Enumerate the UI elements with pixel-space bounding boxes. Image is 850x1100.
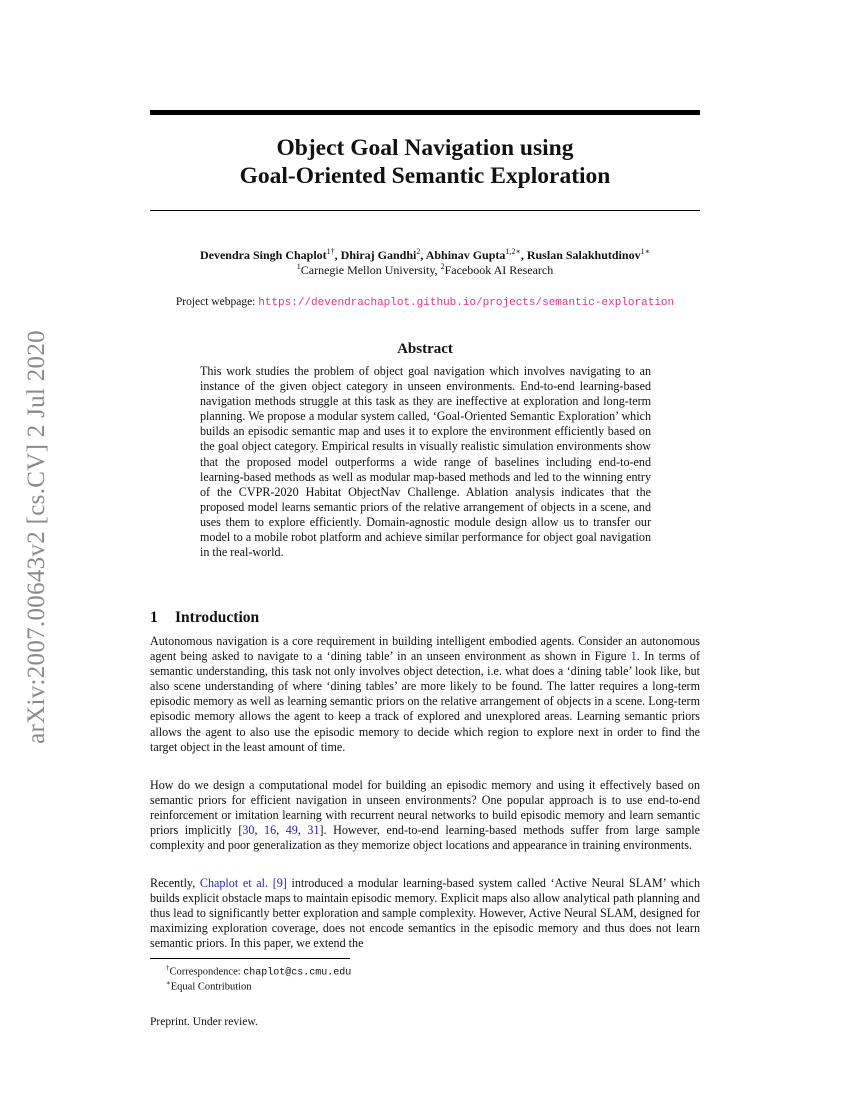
affiliation-name: Facebook AI Research xyxy=(444,263,554,277)
author-names: Devendra Singh Chaplot$^{1\dagger}$, Dhiraj Gandhi$^2$, Abhinav Gupta$^{1,2∗}$, Ruslan Salakhutdinov$^{1∗}$ xyxy=(199,247,651,262)
footnote-mark: ∗ xyxy=(166,979,171,987)
intro-paragraph-2: How do we design a computational model for building an episodic memory and using it effectively based on semantic priors for efficient navigation in unseen environments? One popular approach is to use end-to-end reinforcement or imitation learning with recurrent neural networks to build episodic memory and learn semantic priors implicitly [30, 16, 49, 31]. However, end-to-end learning-based methods suffer from large sample complexity and poor generalization as they memorize object locations and appearance in training environments. xyxy=(150,778,701,853)
author-affiliation-mark: 1,2∗ xyxy=(505,247,521,256)
section-heading-introduction xyxy=(150,609,259,627)
intro-paragraph-3: Recently, Chaplot et al. [9] introduced a modular learning-based system called ‘Active Neural SLAM’ which builds explicit obstacle maps to maintain episodic memory. Explicit maps also allow analytical path planning and thus lead to significantly better exploration and sample complexity. However, Active Neural SLAM, designed for maximizing exploration coverage, does not encode semantics in the episodic memory and thus does not learn semantic priors. In this paper, we extend the xyxy=(150,876,700,951)
citation-link[interactable]: 31 xyxy=(307,823,320,838)
title-bottom-rule xyxy=(150,210,700,211)
citation-link[interactable]: 16 xyxy=(264,823,277,838)
correspondence-email[interactable]: chaplot@cs.cmu.edu xyxy=(243,967,352,979)
author-name: Abhinav Gupta xyxy=(425,248,506,262)
footnote-mark: † xyxy=(166,964,170,972)
footnote-equal-contribution xyxy=(166,977,252,994)
author-name: Devendra Singh Chaplot xyxy=(199,248,327,262)
webpage-label: Project webpage: xyxy=(175,296,259,308)
affiliations: $^1$Carnegie Mellon University, $^2$Facebook AI Research xyxy=(296,262,554,277)
author-affiliation-mark: 2 xyxy=(416,247,421,256)
affiliation-name: Carnegie Mellon University xyxy=(300,263,435,277)
title-line-1: Object Goal Navigation using xyxy=(276,135,574,161)
paper-title xyxy=(150,134,700,190)
footnote-label: Correspondence: xyxy=(169,966,244,978)
citation-link[interactable]: 30 xyxy=(242,823,255,838)
footnote-rule xyxy=(150,958,350,959)
citation-link[interactable]: Chaplot et al. xyxy=(199,876,269,890)
affiliation-mark: 2 xyxy=(440,262,445,271)
project-webpage xyxy=(150,296,700,309)
affiliation-mark: 1 xyxy=(296,262,301,271)
footnote-label: Equal Contribution xyxy=(170,981,252,993)
title-line-2: Goal-Oriented Semantic Exploration xyxy=(239,163,611,189)
citation-link[interactable]: 49 xyxy=(285,823,298,838)
citation-link[interactable]: 1 xyxy=(630,649,637,664)
author-affiliation-mark: 1∗ xyxy=(640,247,651,256)
abstract-text: This work studies the problem of object goal navigation which involves navigating to an instance of the given object category in unseen environments. End-to-end learning-based navigation methods struggle at this task as they are ineffective at exploration and long-term planning. We propose a modular system called, ‘Goal-Oriented Semantic Exploration’ which builds an episodic semantic map and uses it to explore the environment efficiently based on the goal object category. Empirical results in visually realistic simulation environments show that the proposed model outperforms a wide range of baselines including end-to-end learning-based methods as well as modular map-based methods and led to the winning entry of the CVPR-2020 Habitat ObjectNav Challenge. Ablation analysis indicates that the proposed model learns semantic priors of the relative arrangement of objects in a scene, and uses them to explore efficiently. Domain-agnostic module design allow us to transfer our model to a mobile robot platform and achieve similar performance for object goal navigation in the real-world. xyxy=(200,364,651,560)
author-block xyxy=(150,248,700,278)
title-top-rule xyxy=(150,110,700,115)
preprint-footer: Preprint. Under review. xyxy=(150,1016,258,1028)
author-name: Ruslan Salakhutdinov xyxy=(526,248,641,262)
author-affiliation-mark: 1† xyxy=(326,247,335,256)
webpage-link[interactable]: https://devendrachaplot.github.io/projects/semantic-exploration xyxy=(258,297,675,309)
arxiv-side-stamp: arXiv:2007.00643v2 [cs.CV] 2 Jul 2020 xyxy=(23,330,50,744)
section-number: 1 xyxy=(150,609,158,626)
intro-paragraph-1: Autonomous navigation is a core requirement in building intelligent embodied agents. Consider an autonomous agent being asked to navigate to a ‘dining table’ in an unseen environment as shown in Figure 1. In terms of semantic understanding, this task not only involves object detection, i.e. what does a ‘dining table’ look like, but also scene understanding of where ‘dining tables’ are more likely to be found. The latter requires a long-term episodic memory as well as learning semantic priors on the relative arrangement of objects in a scene. Long-term episodic memory allows the agent to keep a track of explored and unexplored areas. Learning semantic priors allows the agent to also use the episodic memory to decide which region to explore next in order to find the target object in the least amount of time. xyxy=(150,634,700,754)
section-title: Introduction xyxy=(175,609,260,626)
abstract-heading: Abstract xyxy=(397,341,453,357)
citation-link[interactable]: [9] xyxy=(272,876,287,890)
author-name: Dhiraj Gandhi xyxy=(340,248,417,262)
